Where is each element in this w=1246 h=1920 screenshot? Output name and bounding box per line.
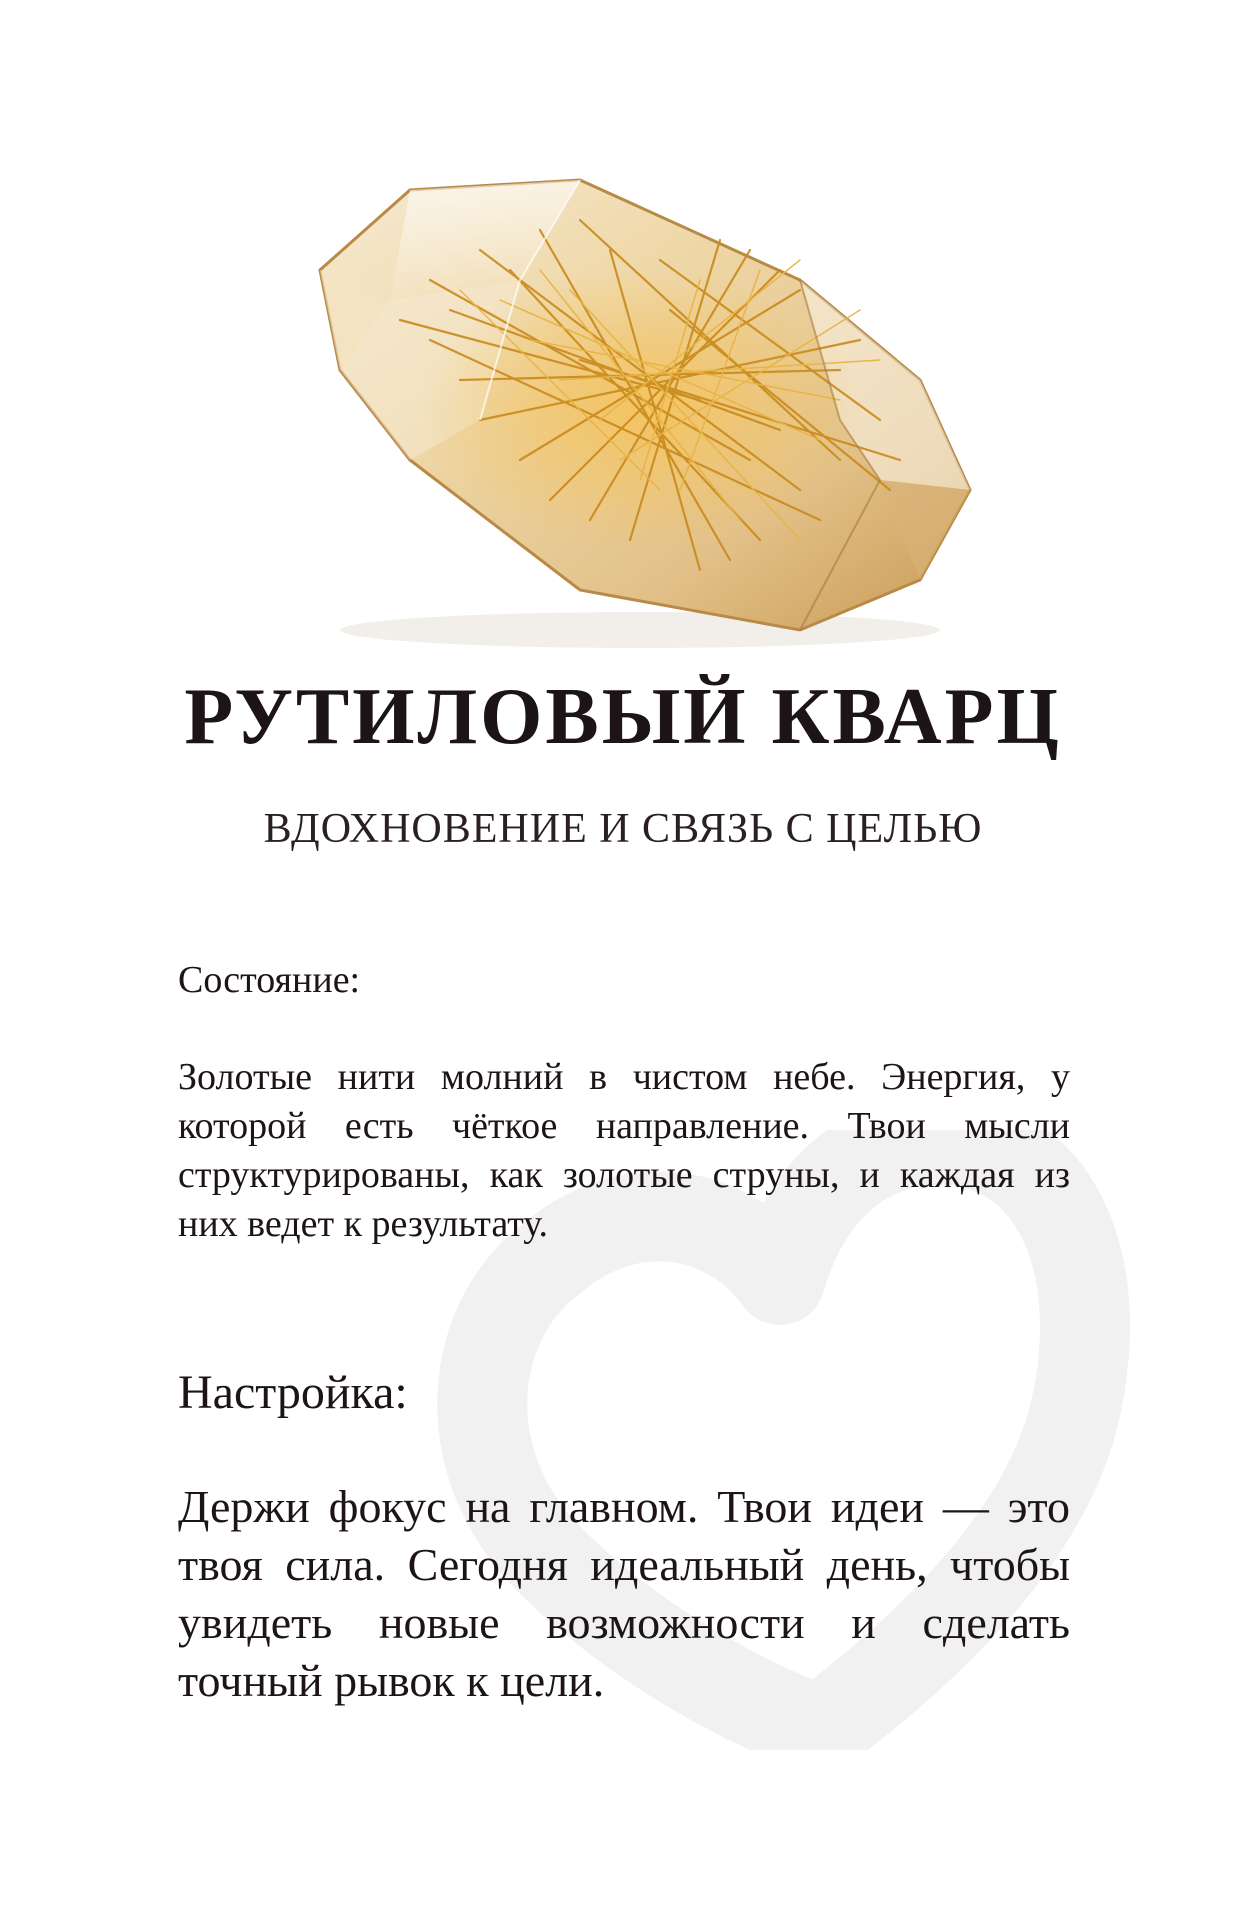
stone-title: РУТИЛОВЫЙ КВАРЦ xyxy=(184,673,1062,761)
rutilated-quartz-image xyxy=(280,160,980,660)
state-text: Золотые нити молний в чистом небе. Энергия, у которой есть чёткое направление. Твои мысли структурированы, как золотые струны, и каждая из них ведет к результату. xyxy=(178,1056,1070,1245)
tuning-label: Настройка: xyxy=(178,1366,408,1419)
stone-subtitle: ВДОХНОВЕНИЕ И СВЯЗЬ С ЦЕЛЬЮ xyxy=(263,806,983,852)
state-label: Состояние: xyxy=(178,959,361,1001)
tuning-text: Держи фокус на главном. Твои идеи — это твоя сила. Сегодня идеальный день, чтобы увидеть новые возможности и сделать точный рывок к цели. xyxy=(178,1481,1070,1706)
